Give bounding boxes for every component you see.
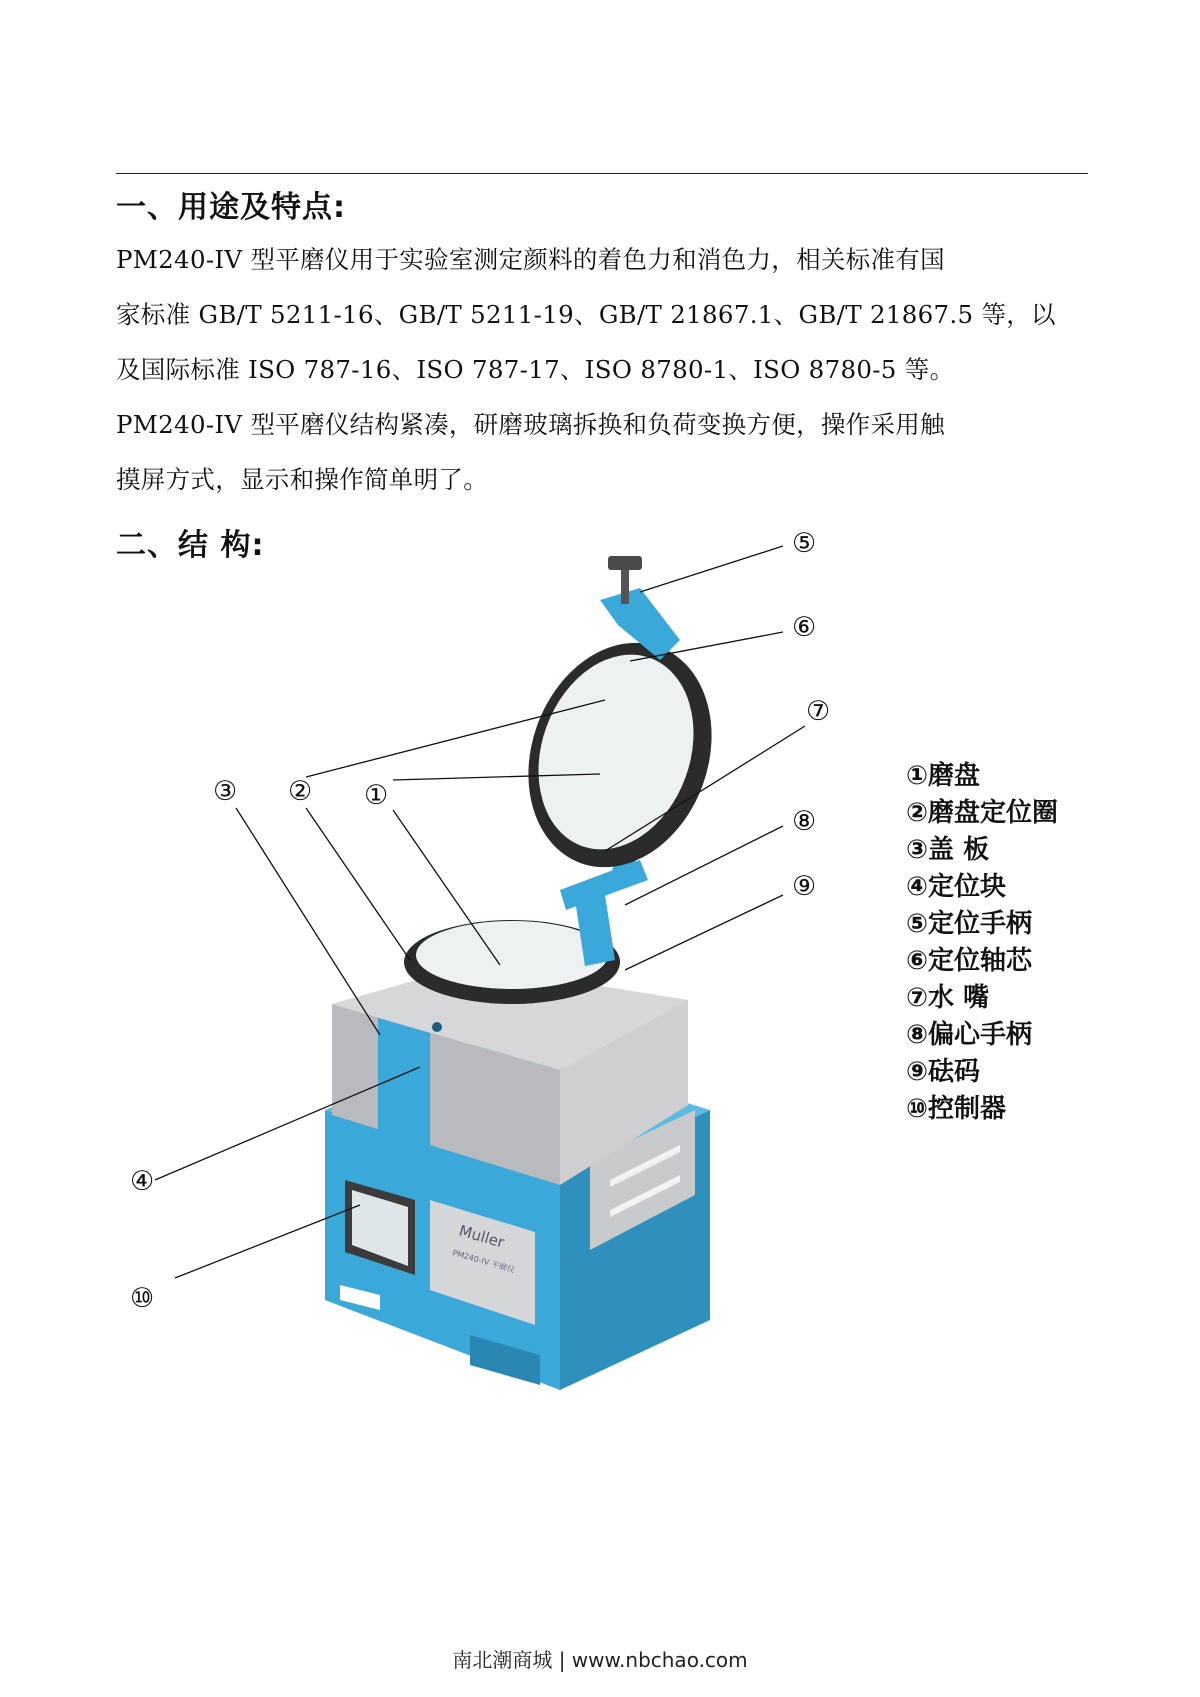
callout-9: ⑨ [792, 871, 817, 902]
legend-item: ⑧偏心手柄 [906, 1020, 1033, 1050]
callout-6: ⑥ [792, 612, 817, 643]
callout-4: ④ [130, 1166, 155, 1197]
callout-7: ⑦ [806, 696, 831, 727]
paragraph-line: 及国际标准 ISO 787-16、ISO 787-17、ISO 8780-1、ISO 8780-5 等。 [116, 355, 955, 384]
callout-8: ⑧ [792, 806, 817, 837]
legend-item: ④定位块 [906, 872, 1007, 902]
page-footer: 南北潮商城 | www.nbchao.com [452, 1648, 748, 1672]
paragraph-line: PM240-IV 型平磨仪用于实验室测定颜料的着色力和消色力，相关标准有国 [116, 245, 945, 274]
legend-item: ①磨盘 [906, 761, 981, 791]
model-label: PM240-IV 平磨仪 [451, 1248, 516, 1275]
positioning-axle [621, 568, 629, 604]
legend-item: ⑥定位轴芯 [906, 946, 1033, 976]
callout-1: ① [364, 780, 389, 811]
legend-item: ③盖 板 [906, 835, 990, 865]
legend-item: ⑩控制器 [906, 1094, 1007, 1124]
lower-grinding-disc [416, 921, 608, 989]
callout-3: ③ [213, 776, 238, 807]
callout-5: ⑤ [792, 528, 817, 559]
callout-2: ② [288, 776, 313, 807]
legend-item: ⑤定位手柄 [906, 909, 1033, 939]
legend-item: ⑦水 嘴 [906, 983, 990, 1013]
positioning-block-pin [432, 1022, 442, 1032]
section-heading-structure: 二、结 构: [116, 528, 265, 563]
paragraph-line: 家标准 GB/T 5211-16、GB/T 5211-19、GB/T 21867.1、GB/T 21867.5 等，以 [116, 300, 1056, 329]
legend-item: ⑨砝码 [906, 1057, 981, 1087]
legend-item: ②磨盘定位圈 [906, 798, 1059, 828]
positioning-knob [608, 556, 642, 570]
parts-legend [906, 758, 1058, 1128]
positioning-block-band [378, 1018, 430, 1148]
callout-10: ⑩ [130, 1283, 155, 1314]
brand-label: Muller [456, 1221, 507, 1252]
paragraph-line: 摸屏方式，显示和操作简单明了。 [116, 465, 488, 494]
section-heading-usage: 一、用途及特点: [116, 190, 346, 225]
paragraph-line: PM240-IV 型平磨仪结构紧凑，研磨玻璃拆换和负荷变换方便，操作采用触 [116, 410, 945, 439]
